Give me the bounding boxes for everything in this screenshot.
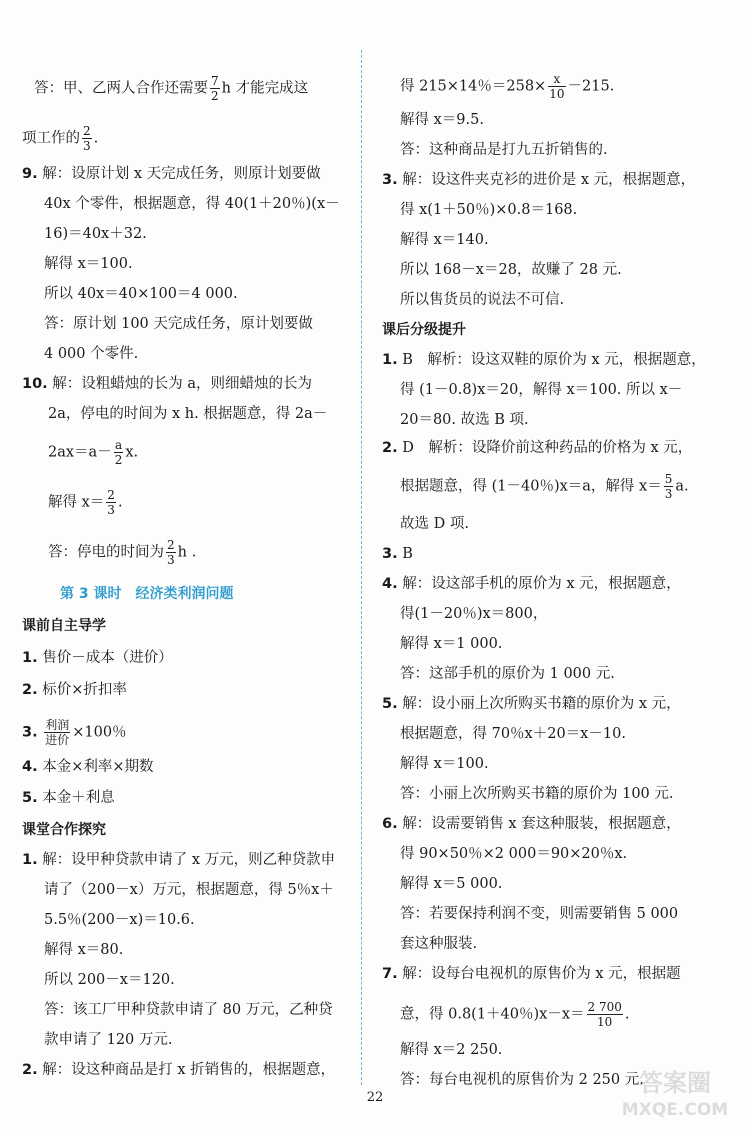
answer-line: 得 215×14％＝258× $\frac{x}{10}$ －215.	[400, 72, 615, 101]
fraction: $\frac{7}{2}$	[211, 74, 219, 103]
list-item-line: 得(1－20％)x＝800，	[400, 606, 548, 622]
question-10-line: 10. 解：设粗蜡烛的长为 a，则细蜡烛的长为	[22, 376, 313, 392]
list-item-line: 得 90×50％×2 000＝90×20％x.	[400, 846, 628, 862]
watermark-text: MXQE.COM	[621, 1100, 729, 1120]
list-item-line: 故选 D 项.	[400, 516, 469, 532]
question-3-line: 3. 解：设这件夹克衫的进价是 x 元，根据题意，	[382, 172, 696, 188]
list-item: 2. D 解析：设降价前这种药品的价格为 x 元，	[382, 440, 693, 456]
watermark-text: 答案圈	[639, 1069, 711, 1097]
list-item-line: 套这种服装.	[400, 936, 478, 952]
list-item-line: 答：若要保持利润不变，则需要销售 5 000	[400, 906, 679, 922]
list-item-line: 根据题意，得 70％x＋20＝x－10.	[400, 726, 626, 742]
fraction: $\frac{x}{10}$	[549, 72, 565, 101]
question-3-line: 得 x(1＋50％)×0.8＝168.	[400, 202, 578, 218]
fraction: $\frac{2}{3}$	[167, 538, 175, 567]
list-item-line: 所以 200－x＝120.	[44, 972, 175, 988]
list-item-line: 解得 x＝100.	[400, 756, 489, 772]
question-10-line: 答：停电的时间为 $\frac{2}{3}$ h .	[48, 538, 197, 567]
column-divider	[361, 50, 362, 1085]
list-item-line: 答：每台电视机的原售价为 2 250 元.	[400, 1072, 644, 1088]
question-9-line: 40x 个零件，根据题意，得 40(1＋20％)(x－	[44, 196, 340, 212]
list-item: 3. $\frac{\text{利润}}{\text{进价}}$ ×100％	[22, 718, 127, 747]
list-item: 7. 解：设每台电视机的原售价为 x 元，根据题	[382, 966, 681, 982]
question-10-line: 解得 x＝ $\frac{2}{3}$ .	[48, 488, 123, 517]
list-item-line: 答：小丽上次所购买书籍的原价为 100 元.	[400, 786, 674, 802]
question-10-line: 2a，停电的时间为 x h. 根据题意，得 2a－	[48, 406, 328, 422]
list-item: 2. 标价×折扣率	[22, 682, 127, 698]
list-item-line: 得 (1－0.8)x＝20，解得 x＝100. 所以 x－	[400, 382, 683, 398]
answer-line: 解得 x＝9.5.	[400, 112, 484, 128]
fraction: $\frac{2 700}{10}$	[587, 1000, 622, 1029]
list-item-line: 答：这部手机的原价为 1 000 元.	[400, 666, 615, 682]
fraction: $\frac{2}{3}$	[107, 488, 115, 517]
question-9-line: 答：原计划 100 天完成任务，原计划要做	[44, 316, 313, 332]
list-item-line: 解得 x＝1 000.	[400, 636, 503, 652]
question-3-line: 解得 x＝140.	[400, 232, 489, 248]
list-item: 2. 解：设这种商品是打 x 折销售的，根据题意，	[22, 1062, 336, 1078]
list-item: 5. 解：设小丽上次所购买书籍的原价为 x 元，	[382, 696, 681, 712]
fraction: $\frac{a}{2}$	[114, 438, 123, 467]
question-9-line: 4 000 个零件.	[44, 346, 139, 362]
section-heading: 课堂合作探究	[22, 822, 106, 838]
page-number: 22	[366, 1090, 384, 1105]
question-9-line: 9. 解：设原计划 x 天完成任务，则原计划要做	[22, 166, 321, 182]
question-9-line: 所以 40x＝40×100＝4 000.	[44, 286, 238, 302]
list-item-line: 5.5％(200－x)＝10.6.	[44, 912, 195, 928]
fraction: $\frac{5}{3}$	[664, 472, 673, 501]
lesson-title: 第 3 课时 经济类利润问题	[60, 586, 234, 602]
question-10-line: 2ax＝a－ $\frac{a}{2}$ x.	[48, 438, 139, 467]
list-item-line: 解得 x＝80.	[44, 942, 124, 958]
list-item: 4. 解：设这部手机的原价为 x 元，根据题意，	[382, 576, 681, 592]
answer-line: 答：这种商品是打九五折销售的.	[400, 142, 608, 158]
list-item-line: 答：该工厂甲种贷款申请了 80 万元，乙种贷	[44, 1002, 333, 1018]
question-9-line: 16)＝40x＋32.	[44, 226, 147, 242]
list-item: 4. 本金×利率×期数	[22, 759, 154, 775]
fraction: $\frac{\text{利润}}{\text{进价}}$	[45, 718, 70, 747]
list-item: 1. 售价－成本（进价）	[22, 650, 173, 666]
list-item: 1. B 解析：设这双鞋的原价为 x 元，根据题意，	[382, 352, 706, 368]
list-item-line: 解得 x＝5 000.	[400, 876, 503, 892]
section-heading: 课前自主导学	[22, 618, 106, 634]
answer-line: 答：甲、乙两人合作还需要 $\frac{7}{2}$ h 才能完成这	[34, 74, 309, 103]
answer-line: 项工作的 $\frac{2}{3}$ .	[22, 124, 99, 153]
list-item-line: 解得 x＝2 250.	[400, 1042, 503, 1058]
list-item: 6. 解：设需要销售 x 套这种服装，根据题意，	[382, 816, 681, 832]
list-item: 5. 本金＋利息	[22, 790, 115, 806]
list-item-line: 款申请了 120 万元.	[44, 1032, 173, 1048]
list-item: 3. B	[382, 546, 413, 562]
list-item-line: 20＝80. 故选 B 项.	[400, 412, 529, 428]
fraction: $\frac{2}{3}$	[83, 124, 91, 153]
watermark-logo	[610, 1063, 740, 1123]
question-3-line: 所以售货员的说法不可信.	[400, 292, 565, 308]
section-heading: 课后分级提升	[382, 322, 466, 338]
question-3-line: 所以 168－x＝28，故赚了 28 元.	[400, 262, 622, 278]
list-item-line: 请了（200－x）万元，根据题意，得 5％x＋	[44, 882, 334, 898]
question-9-line: 解得 x＝100.	[44, 256, 133, 272]
list-item: 1. 解：设甲种贷款申请了 x 万元，则乙种贷款申	[22, 852, 336, 868]
list-item-line: 根据题意，得 (1－40％)x＝a，解得 x＝ $\frac{5}{3}$ a.	[400, 472, 689, 501]
list-item-line: 意，得 0.8(1＋40％)x－x＝ $\frac{2 700}{10}$ .	[400, 1000, 630, 1029]
